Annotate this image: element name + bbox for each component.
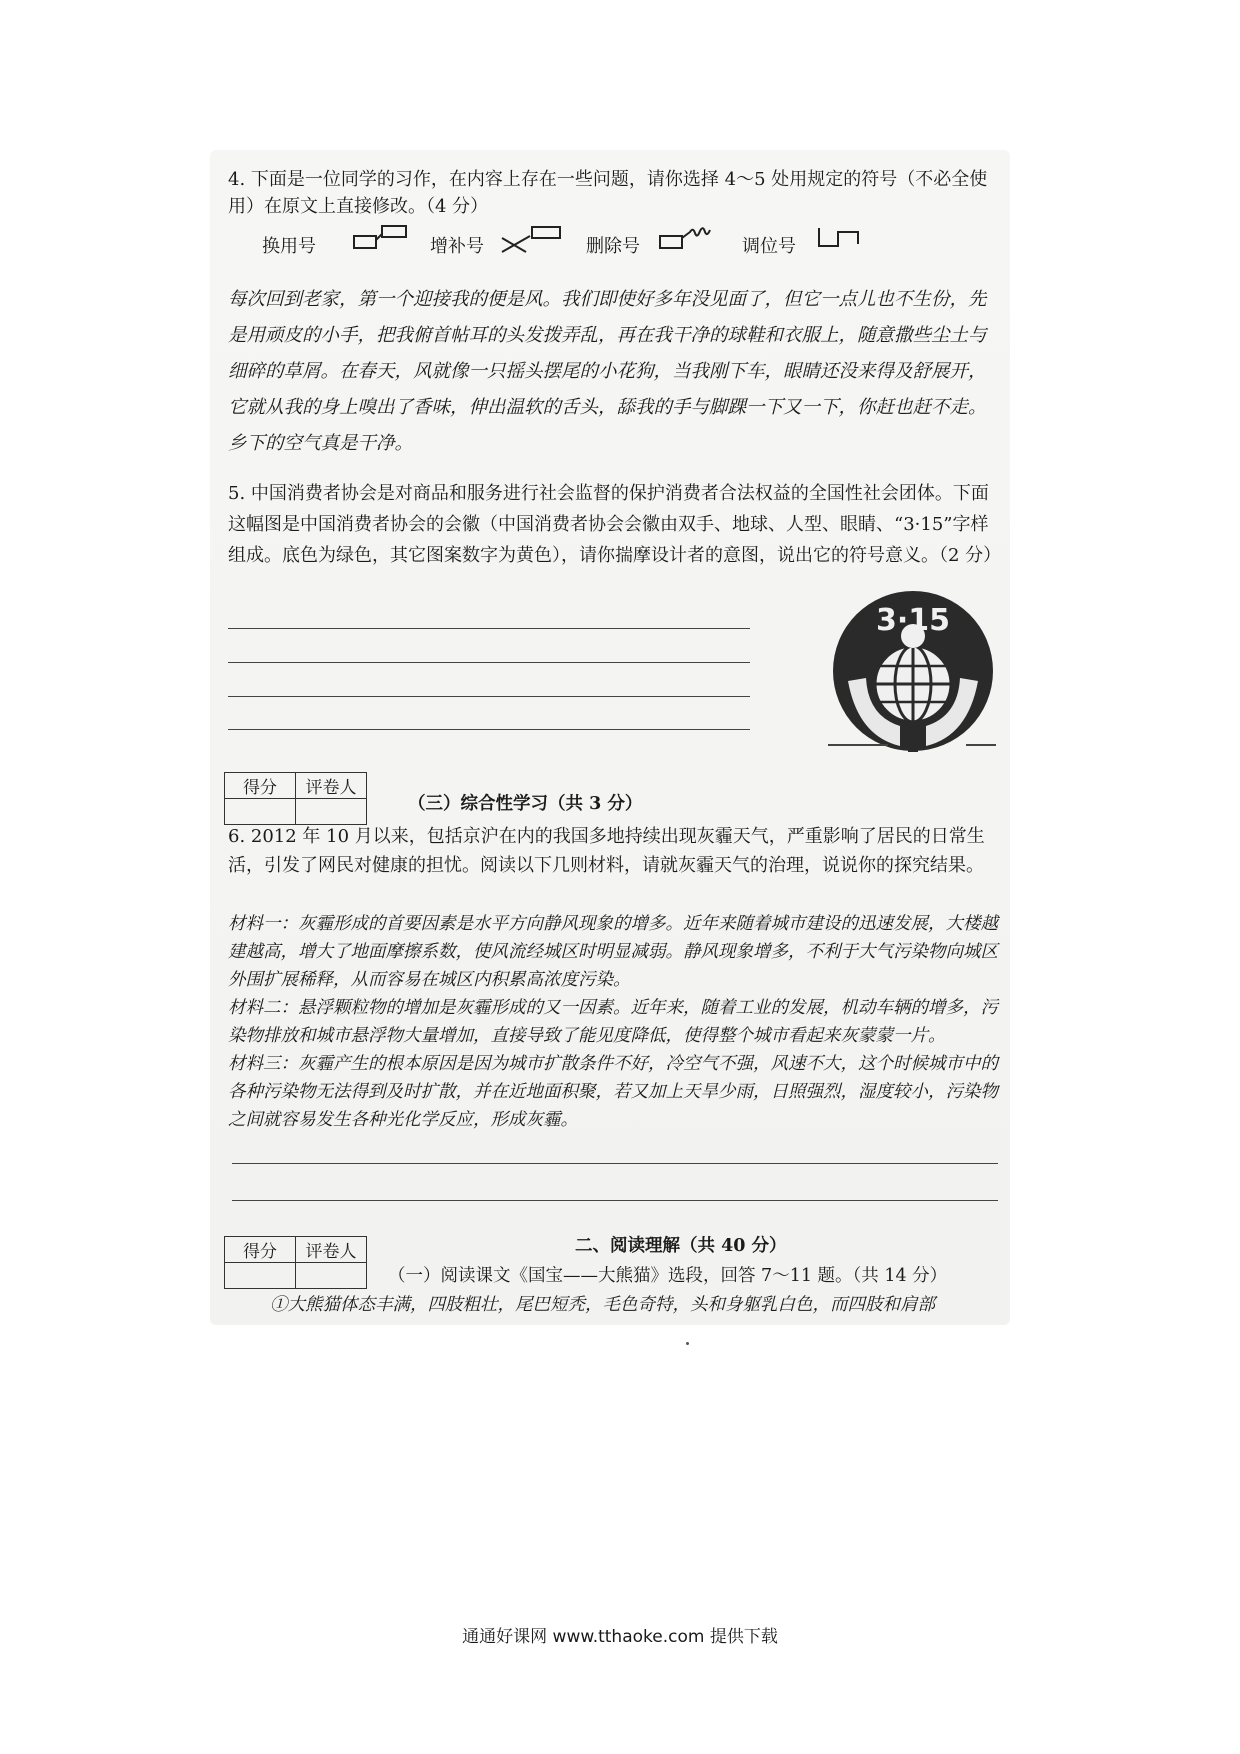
grader-cell[interactable] <box>296 1263 367 1289</box>
section-3-heading: （三）综合性学习（共 3 分） <box>408 794 643 814</box>
materials <box>228 910 1003 1134</box>
answer-line <box>228 729 750 730</box>
logo-label: 3·15 <box>875 603 951 638</box>
mark-swap: 调位号 <box>742 232 796 258</box>
mark-replace: 换用号 <box>262 232 316 258</box>
mark-delete: 删除号 <box>586 232 640 258</box>
material-2: 材料二：悬浮颗粒物的增加是灰霾形成的又一因素。近年来，随着工业的发展，机动车辆的增多，污染物排放和城市悬浮物大量增加，直接导致了能见度降低，使得整个城市看起来灰蒙蒙一片。 <box>228 998 998 1046</box>
grader-label: 评卷人 <box>296 773 367 799</box>
answer-line <box>232 1163 998 1164</box>
question-4: 4. 下面是一位同学的习作，在内容上存在一些问题，请你选择 4～5 处用规定的符号（不必全使用）在原文上直接修改。（4 分） <box>228 169 988 217</box>
passage-paragraph-1: ①大熊猫体态丰满，四肢粗壮，尾巴短秃，毛色奇特，头和身躯乳白色，而四肢和肩部 <box>270 1295 935 1315</box>
scan-speck <box>686 1342 689 1345</box>
replace-mark-icon <box>352 224 412 254</box>
answer-line <box>228 628 750 629</box>
answer-line <box>228 662 750 663</box>
student-essay: 每次回到老家，第一个迎接我的便是风。我们即使好多年没见面了，但它一点儿也不生份，先是用顽皮的小手，把我俯首帖耳的头发拨弄乱，再在我干净的球鞋和衣服上，随意撒些尘土与细碎的草屑。在春天，风就像一只摇头摆尾的小花狗，当我刚下车，眼睛还没来得及舒展开，它就从我的身上嗅出了香味，伸出温软的舌头，舔我的手与脚踝一下又一下，你赶也赶不走。乡下的空气真是干净。 <box>228 289 987 454</box>
mark-insert: 增补号 <box>430 232 484 258</box>
material-1: 材料一：灰霾形成的首要因素是水平方向静风现象的增多。近年来随着城市建设的迅速发展，大楼越建越高，增大了地面摩擦系数，使风流经城区时明显减弱。静风现象增多，不利于大气污染物向城区外围扩展稀释，从而容易在城区内积累高浓度污染。 <box>228 914 998 990</box>
score-cell[interactable] <box>225 799 296 825</box>
question-6: 6. 2012 年 10 月以来，包括京沪在内的我国多地持续出现灰霾天气，严重影响了居民的日常生活，引发了网民对健康的担忧。阅读以下几则材料，请就灰霾天气的治理，说说你的探究结果。 <box>228 826 985 876</box>
consumer-association-logo <box>828 586 998 756</box>
swap-mark-icon <box>816 224 864 254</box>
material-3: 材料三：灰霾产生的根本原因是因为城市扩散条件不好，冷空气不强，风速不大，这个时候城市中的各种污染物无法得到及时扩散，并在近地面积聚，若又加上天旱少雨，日照强烈，湿度较小，污染物之间就容易发生各种光化学反应，形成灰霾。 <box>228 1054 998 1130</box>
logo-underline <box>966 744 996 746</box>
score-cell[interactable] <box>225 1263 296 1289</box>
proofreading-marks <box>262 232 1002 272</box>
delete-mark-icon <box>658 224 718 254</box>
question-5: 5. 中国消费者协会是对商品和服务进行社会监督的保护消费者合法权益的全国性社会团体。下面这幅图是中国消费者协会的会徽（中国消费者协会会徽由双手、地球、人型、眼睛、“3·15”字样组成。底色为绿色，其它图案数字为黄色），请你揣摩设计者的意图，说出它的符号意义。（2 分） <box>228 483 1002 566</box>
grader-cell[interactable] <box>296 799 367 825</box>
footer-credit: 通通好课网 www.tthaoke.com 提供下载 <box>462 1627 778 1647</box>
subsection-1-heading: （一）阅读课文《国宝——大熊猫》选段，回答 7～11 题。（共 14 分） <box>388 1266 948 1286</box>
grader-label: 评卷人 <box>296 1237 367 1263</box>
answer-line <box>232 1200 998 1201</box>
score-label: 得分 <box>225 773 296 799</box>
score-label: 得分 <box>225 1237 296 1263</box>
score-table <box>224 772 367 825</box>
score-table <box>224 1236 367 1289</box>
answer-line <box>228 696 750 697</box>
logo-underline <box>828 744 888 746</box>
section-2-heading: 二、阅读理解（共 40 分） <box>575 1236 787 1256</box>
insert-mark-icon <box>498 224 564 256</box>
